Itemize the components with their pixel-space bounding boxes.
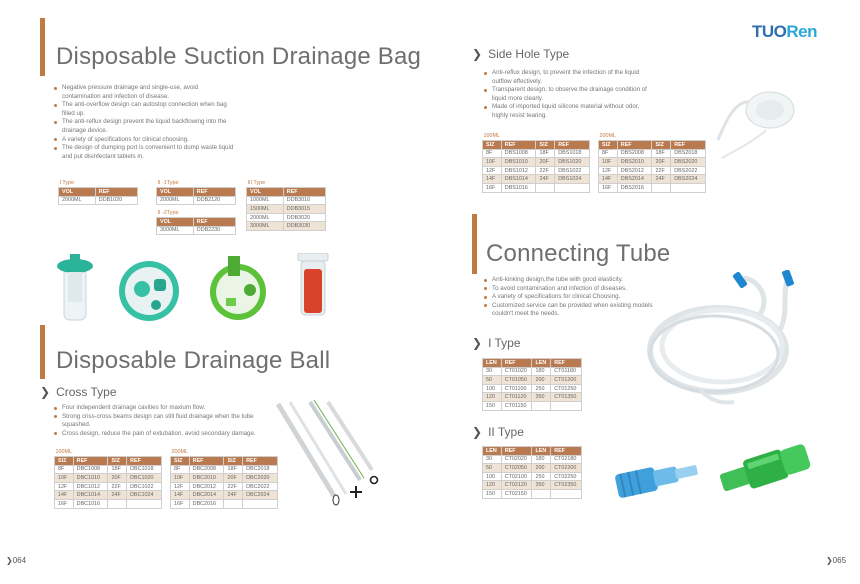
table-row (55, 500, 162, 509)
tube-table-i-type (482, 358, 582, 411)
table-header-cell: REF (193, 218, 235, 227)
table-cell: 20F (652, 158, 671, 167)
tube-feature-list (484, 276, 664, 319)
cross-feature-list (54, 404, 259, 438)
drainage-ball-image (716, 80, 800, 162)
cross-table-200ml (170, 448, 278, 509)
table-cell: DBS2020 (671, 158, 706, 167)
side-table-200ml (598, 132, 706, 193)
table-header-cell: REF (551, 359, 582, 368)
table-cell: 12F (171, 482, 190, 491)
table-row (483, 158, 590, 167)
bullet-item: A variety of specifications for clinical choosing. (54, 136, 234, 145)
table-header-cell: REF (95, 188, 137, 197)
page-number-left: ❯064 (6, 556, 27, 565)
table-cell: 200 (532, 464, 551, 473)
bullet-item: Strong criss-cross beams design can still fluid drainage when the tube squashed. (54, 413, 259, 430)
green-connector-image (716, 438, 816, 502)
table-row (483, 384, 582, 393)
table-cell: 150 (483, 489, 502, 498)
table-cell: DBS1016 (501, 184, 536, 193)
table-header-cell: LEN (532, 447, 551, 456)
table-cell: DBS1020 (555, 158, 590, 167)
table-cell: DBC2022 (243, 482, 278, 491)
table-cell: DBC2016 (189, 500, 224, 509)
drainage-bag-lid-green-image (204, 250, 274, 324)
table-cell: DDB3020 (283, 213, 325, 222)
table-cell: CT01120 (501, 393, 532, 402)
table-cell: 20F (108, 474, 127, 483)
table-cell: DBC1012 (73, 482, 108, 491)
bag-table-ii-1-type (156, 179, 236, 205)
bag-table-i-type (58, 179, 138, 205)
table-cell: 14F (171, 491, 190, 500)
table-cell: DBC1010 (73, 474, 108, 483)
table-cell (536, 184, 555, 193)
table-cell: DBC1016 (73, 500, 108, 509)
table-cell: 16F (55, 500, 74, 509)
page-number-right: ❯065 (826, 556, 847, 565)
heading-cross-type: ❯ Cross Type (40, 385, 117, 399)
table-header-cell: REF (189, 457, 224, 466)
table-cell: DBS2018 (671, 149, 706, 158)
table-row (483, 464, 582, 473)
table-header-cell: REF (127, 457, 162, 466)
table-cell: CT02150 (501, 489, 532, 498)
chevron-right-icon: ❯ (6, 556, 13, 565)
bag-table-ii-2-type (156, 209, 236, 235)
table-row (599, 166, 706, 175)
table-cell: DBS1022 (555, 166, 590, 175)
table-cell: DBC1008 (73, 465, 108, 474)
table-cell: CT01100 (501, 384, 532, 393)
table-cell: DDB3015 (283, 205, 325, 214)
table-cell: 14F (55, 491, 74, 500)
table-cell: 3000ML (247, 222, 284, 231)
tube-table-ii-type (482, 446, 582, 499)
table-row (483, 481, 582, 490)
table-cell: CT01350 (551, 393, 582, 402)
table-row (171, 482, 278, 491)
table-cell (551, 401, 582, 410)
accent-bar (40, 18, 45, 76)
table-cell (551, 489, 582, 498)
table-row (483, 367, 582, 376)
table-cell: 2000ML (59, 196, 96, 205)
table-cell: 350 (532, 481, 551, 490)
table-cell: DDB1020 (95, 196, 137, 205)
table-cell: DBS2012 (617, 166, 652, 175)
table-header-cell: SIZ (224, 457, 243, 466)
table-cell: 10F (55, 474, 74, 483)
bullet-item: Cross design, reduce the pain of extubation, avoid secondary damage. (54, 430, 259, 439)
table-cell: 250 (532, 384, 551, 393)
bullet-item: Transparent design, to observe the drainage condition of liquid more clearly. (484, 86, 654, 103)
table-cell: DBC2010 (189, 474, 224, 483)
table-cell: DBC1020 (127, 474, 162, 483)
table-cell: CT02020 (501, 455, 532, 464)
table-header-cell: LEN (483, 359, 502, 368)
table-header-cell: LEN (483, 447, 502, 456)
table-cell: DBC2024 (243, 491, 278, 500)
accent-bar (472, 214, 477, 274)
table-cell: 18F (652, 149, 671, 158)
table-caption: 200ML (171, 449, 188, 456)
table-cell: DBS1010 (501, 158, 536, 167)
table-cell: 200 (532, 376, 551, 385)
table-header-cell: SIZ (536, 141, 555, 150)
chevron-right-icon: ❯ (472, 425, 483, 439)
table-row (599, 149, 706, 158)
table-row (483, 175, 590, 184)
side-hole-feature-list (484, 69, 654, 121)
table-cell (532, 401, 551, 410)
heading-ii-type: ❯ II Type (472, 425, 524, 439)
table-cell: DBS1018 (555, 149, 590, 158)
table-cell: DBS2024 (671, 175, 706, 184)
table-cell: CT02200 (551, 464, 582, 473)
table-row (55, 474, 162, 483)
table-cell: CT01180 (551, 367, 582, 376)
table-cell: 180 (532, 367, 551, 376)
table-header-cell: REF (501, 359, 532, 368)
table-cell: DBS1012 (501, 166, 536, 175)
table-caption: 100ML (55, 449, 72, 456)
table-cell: 120 (483, 481, 502, 490)
table-cell: 24F (652, 175, 671, 184)
table-row (171, 491, 278, 500)
table-cell: DBC2018 (243, 465, 278, 474)
table-cell: DBC1022 (127, 482, 162, 491)
table-row (483, 489, 582, 498)
table-cell: DBC1018 (127, 465, 162, 474)
table-cell: 10F (171, 474, 190, 483)
table-cell: DDB2120 (193, 196, 235, 205)
table-cell: 10F (483, 158, 502, 167)
table-cell: CT01050 (501, 376, 532, 385)
table-cell (224, 500, 243, 509)
chevron-right-icon: ❯ (40, 385, 51, 399)
table-cell (243, 500, 278, 509)
table-row (171, 465, 278, 474)
accent-bar (40, 325, 45, 379)
table-cell: 12F (599, 166, 618, 175)
table-cell: CT02120 (501, 481, 532, 490)
table-header-cell: REF (73, 457, 108, 466)
table-row (483, 376, 582, 385)
table-cell: DBS2008 (617, 149, 652, 158)
table-cell (108, 500, 127, 509)
table-header-cell: REF (193, 188, 235, 197)
table-cell (532, 489, 551, 498)
table-row (247, 196, 326, 205)
table-cell: CT02050 (501, 464, 532, 473)
table-caption: II -2Type (157, 210, 179, 217)
table-cell: 30 (483, 367, 502, 376)
table-cell: 24F (536, 175, 555, 184)
table-row (483, 184, 590, 193)
table-row (483, 166, 590, 175)
table-row (599, 184, 706, 193)
table-cell: DBS1014 (501, 175, 536, 184)
table-cell: 22F (536, 166, 555, 175)
table-cell: DBS1024 (555, 175, 590, 184)
table-row (59, 196, 138, 205)
table-cell (127, 500, 162, 509)
side-table-100ml (482, 132, 590, 193)
table-cell: 150 (483, 401, 502, 410)
table-cell: DDB3010 (283, 196, 325, 205)
table-cell: DBC1024 (127, 491, 162, 500)
bag-feature-list (54, 84, 234, 161)
table-cell: DBC2014 (189, 491, 224, 500)
table-cell: DBS2010 (617, 158, 652, 167)
table-header-cell: VOL (247, 188, 284, 197)
table-cell: 2000ML (157, 196, 194, 205)
drainage-tube-image (274, 400, 386, 510)
table-row (157, 196, 236, 205)
bullet-item: The anti-reflux design prevent the liquid backflowing into the drainage device. (54, 118, 234, 135)
table-cell: 2000ML (247, 213, 284, 222)
table-header-cell: REF (283, 188, 325, 197)
table-cell: 12F (55, 482, 74, 491)
table-cell: 8F (483, 149, 502, 158)
table-cell: DBS1008 (501, 149, 536, 158)
table-cell: CT02180 (551, 455, 582, 464)
title-connecting-tube: Connecting Tube (486, 240, 671, 267)
table-cell (555, 184, 590, 193)
chevron-right-icon: ❯ (472, 336, 483, 350)
bullet-item: Customized service can be provided when existing models couldn't meet the needs. (484, 302, 664, 319)
table-cell: CT02350 (551, 481, 582, 490)
table-row (55, 465, 162, 474)
table-cell: 1500ML (247, 205, 284, 214)
table-cell: DBS2014 (617, 175, 652, 184)
table-row (171, 474, 278, 483)
table-cell: CT02250 (551, 472, 582, 481)
table-cell: CT01150 (501, 401, 532, 410)
table-cell: 100 (483, 472, 502, 481)
bullet-item: Four independent drainage cavities for maxium flow. (54, 404, 259, 413)
table-header-cell: REF (555, 141, 590, 150)
bullet-item: Negative pressure drainage and single-use, avoid contamination and infection of disease. (54, 84, 234, 101)
connecting-tube-coil-image (640, 270, 820, 420)
table-cell: 20F (224, 474, 243, 483)
table-header-cell: REF (551, 447, 582, 456)
table-cell: 22F (652, 166, 671, 175)
table-cell: 18F (536, 149, 555, 158)
table-header-cell: VOL (59, 188, 96, 197)
table-cell: 50 (483, 464, 502, 473)
table-header-cell: SIZ (171, 457, 190, 466)
table-cell: DBS2022 (671, 166, 706, 175)
table-cell: CT01200 (551, 376, 582, 385)
table-cell: DDB3030 (283, 222, 325, 231)
table-row (55, 491, 162, 500)
table-header-cell: REF (501, 447, 532, 456)
table-cell: DBC1014 (73, 491, 108, 500)
table-row (599, 158, 706, 167)
table-row (157, 226, 236, 235)
table-cell: 180 (532, 455, 551, 464)
drainage-bag-red-container-image (296, 253, 332, 319)
chevron-right-icon: ❯ (472, 47, 483, 61)
table-cell (671, 184, 706, 193)
table-header-cell: REF (617, 141, 652, 150)
table-cell: 24F (224, 491, 243, 500)
table-row (483, 401, 582, 410)
bullet-item: Made of imported liquid silicone material without odor, highly resist tearing. (484, 103, 654, 120)
cross-table-100ml (54, 448, 162, 509)
table-header-cell: VOL (157, 188, 194, 197)
table-cell: CT01020 (501, 367, 532, 376)
table-cell: DDB2230 (193, 226, 235, 235)
table-cell: 14F (483, 175, 502, 184)
table-cell: DBS2016 (617, 184, 652, 193)
table-cell: 50 (483, 376, 502, 385)
table-cell: CT02100 (501, 472, 532, 481)
heading-side-hole-type: ❯ Side Hole Type (472, 47, 570, 61)
table-cell: 8F (55, 465, 74, 474)
table-row (171, 500, 278, 509)
table-cell: 8F (599, 149, 618, 158)
bullet-item: The anti-overflow design can autostop connection when bag filled up. (54, 101, 234, 118)
table-cell: 120 (483, 393, 502, 402)
table-cell: DBC2020 (243, 474, 278, 483)
table-cell: 30 (483, 455, 502, 464)
table-row (247, 222, 326, 231)
table-row (247, 205, 326, 214)
table-cell: 22F (108, 482, 127, 491)
table-cell (652, 184, 671, 193)
table-cell: DBC2008 (189, 465, 224, 474)
table-cell: 24F (108, 491, 127, 500)
table-caption: III Type (247, 180, 266, 187)
blue-connector-image (612, 452, 704, 504)
table-cell: 350 (532, 393, 551, 402)
table-caption: I Type (59, 180, 75, 187)
table-caption: II -1Type (157, 180, 179, 187)
bullet-item: A variety of specifications for clinical Choosing. (484, 293, 664, 302)
table-cell: 20F (536, 158, 555, 167)
table-cell: 18F (108, 465, 127, 474)
table-header-cell: LEN (532, 359, 551, 368)
table-row (483, 472, 582, 481)
table-row (599, 175, 706, 184)
table-row (483, 455, 582, 464)
table-cell: 250 (532, 472, 551, 481)
table-header-cell: REF (671, 141, 706, 150)
table-row (247, 213, 326, 222)
table-cell: 16F (599, 184, 618, 193)
table-cell: 100 (483, 384, 502, 393)
table-cell: CT01250 (551, 384, 582, 393)
table-header-cell: REF (501, 141, 536, 150)
title-drainage-ball: Disposable Drainage Ball (56, 347, 331, 374)
bag-table-iii-type (246, 179, 326, 231)
table-cell: 16F (483, 184, 502, 193)
table-cell: 16F (171, 500, 190, 509)
heading-i-type: ❯ I Type (472, 336, 521, 350)
drainage-bag-image-1 (50, 252, 100, 326)
bullet-item: Anti-reflux design, to prevent the infection of the liquid outflow effectively. (484, 69, 654, 86)
table-cell: 18F (224, 465, 243, 474)
table-cell: 3000ML (157, 226, 194, 235)
table-cell: 12F (483, 166, 502, 175)
table-cell: 10F (599, 158, 618, 167)
brand-logo: TUORen (752, 22, 818, 41)
chevron-right-icon: ❯ (826, 556, 833, 565)
table-header-cell: REF (243, 457, 278, 466)
table-caption: 200ML (599, 133, 616, 140)
table-header-cell: SIZ (483, 141, 502, 150)
drainage-bag-lid-image (112, 255, 186, 323)
table-header-cell: VOL (157, 218, 194, 227)
table-cell: 22F (224, 482, 243, 491)
table-caption: 100ML (483, 133, 500, 140)
table-header-cell: SIZ (599, 141, 618, 150)
table-cell: DBC2012 (189, 482, 224, 491)
bullet-item: Anti-kinking design,the tube with good elasticity. (484, 276, 664, 285)
table-cell: 8F (171, 465, 190, 474)
bullet-item: To avoid contamination and infection of diseases. (484, 285, 664, 294)
bullet-item: The design of dumping port is convenient to dump waste liquid and put disinfectant tablets in. (54, 144, 234, 161)
table-header-cell: SIZ (652, 141, 671, 150)
table-header-cell: SIZ (108, 457, 127, 466)
table-row (483, 149, 590, 158)
table-row (483, 393, 582, 402)
table-cell: 1000ML (247, 196, 284, 205)
table-row (55, 482, 162, 491)
title-suction-drainage-bag: Disposable Suction Drainage Bag (56, 43, 422, 70)
table-cell: 14F (599, 175, 618, 184)
table-header-cell: SIZ (55, 457, 74, 466)
